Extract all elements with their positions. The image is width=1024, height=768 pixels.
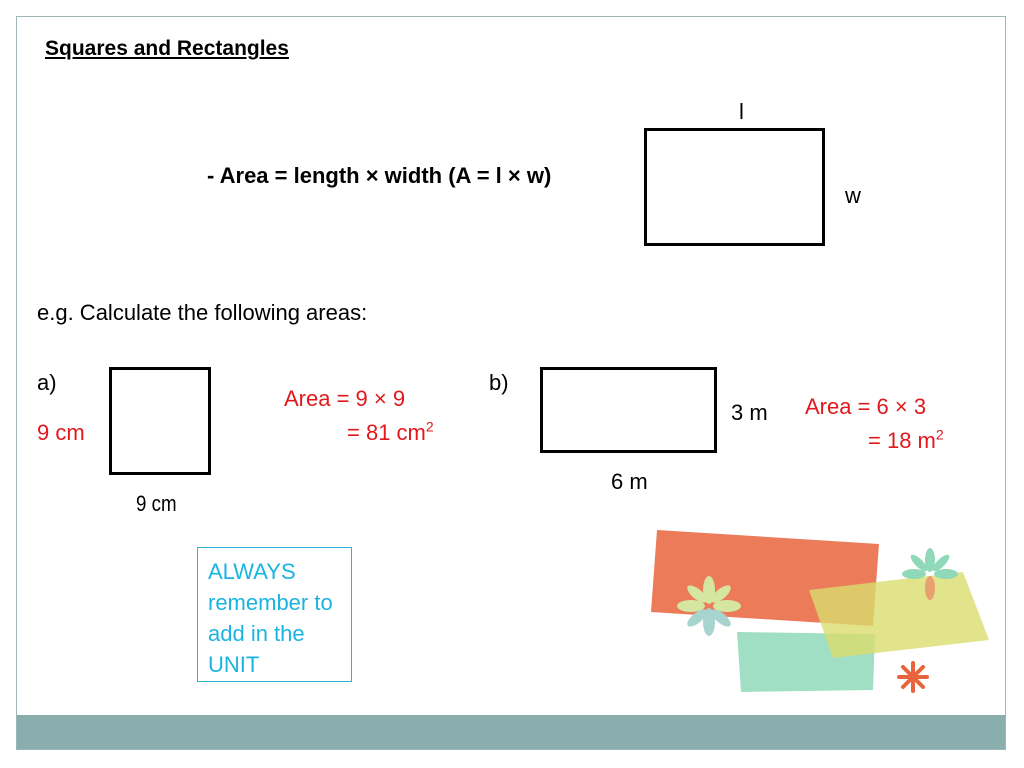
example-b-side-right: 3 m: [731, 400, 768, 425]
example-b-label: b): [489, 370, 509, 395]
diagram-rectangle: [644, 128, 825, 246]
decorative-graphic: [637, 522, 1006, 722]
slide-title: Squares and Rectangles: [45, 37, 289, 60]
example-b-side-bottom: 6 m: [611, 469, 648, 494]
slide: [16, 16, 1006, 750]
flower-icon: [899, 663, 927, 691]
prompt-text: e.g. Calculate the following areas:: [37, 300, 368, 325]
footer-bar: [17, 715, 1005, 749]
example-a-side-bottom: 9 cm: [136, 491, 177, 516]
unit-reminder-note: ALWAYS remember to add in the UNIT: [197, 547, 352, 682]
example-b-exponent: 2: [935, 426, 944, 443]
example-a-label: a): [37, 370, 57, 395]
rectangle-b: [540, 367, 717, 453]
square-a: [109, 367, 211, 475]
example-a-work-line2: = 81 $cm^2$: [347, 418, 434, 445]
example-a-work-line1: Area = 9 × 9: [284, 386, 406, 411]
width-label: w: [845, 183, 861, 208]
example-b-work-line2: = 18 $m^2$: [868, 426, 944, 453]
example-a-side-left: 9 cm: [37, 420, 85, 445]
example-a-exponent: 2: [425, 418, 434, 435]
area-formula: - Area = length × width (A = l × w): [207, 163, 552, 188]
length-label: l: [739, 99, 744, 124]
example-b-work-line1: Area = 6 × 3: [805, 394, 927, 419]
